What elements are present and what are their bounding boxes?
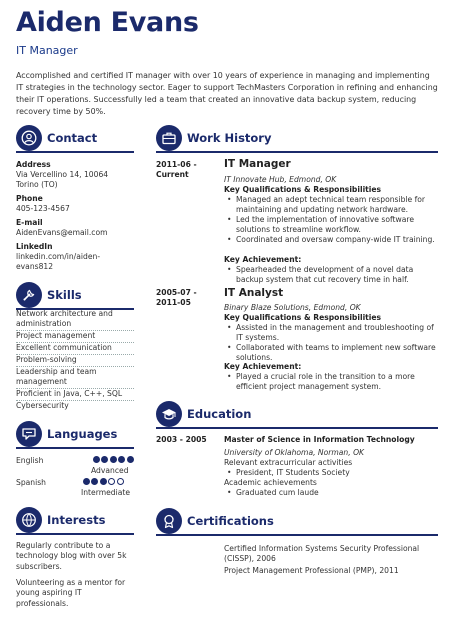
job-title: IT Analyst	[224, 287, 284, 299]
job-company: Binary Blaze Solutions, Edmond, OK	[224, 303, 361, 312]
phone-value: 405-123-4567	[16, 204, 70, 213]
linkedin-link[interactable]: linkedin.com/in/aiden-evans812	[16, 252, 101, 272]
education-school: University of Oklahoma, Norman, OK	[224, 448, 365, 457]
certification-item: Project Management Professional (PMP), 2011	[224, 566, 399, 575]
summary: Accomplished and certified IT manager with over 10 years of experience in managing and implementing IT strategies in the technology sector. Eager to support TechMasters Corporation in refining and enhancing their IT operations. Successfully led a team that created an innovative data backup system, reducing recovery time by 50%.	[16, 71, 438, 117]
languages-icon	[16, 421, 42, 447]
education-degree: Master of Science in Information Technology	[224, 435, 415, 444]
language-name: Spanish	[16, 478, 46, 487]
rating-dot-filled	[100, 478, 107, 485]
job-company: IT Innovate Hub, Edmond, OK	[224, 175, 337, 184]
job-title: IT Manager	[224, 158, 291, 170]
rating-dot-filled	[83, 478, 90, 485]
certifications-heading: Certifications	[187, 514, 274, 528]
languages-divider	[16, 447, 134, 449]
language-rating	[81, 478, 124, 487]
skill-item: Leadership and team management	[16, 367, 97, 387]
address-value: Via Vercellino 14, 10064 Torino (TO)	[16, 170, 109, 190]
certification-item: Certified Information Systems Security Professional (CISSP), 2006	[224, 544, 420, 564]
education-divider	[156, 427, 438, 429]
job-title: IT Manager	[16, 44, 78, 57]
qualification-item: • Collaborated with teams to implement new software solutions.	[236, 343, 436, 363]
rating-dot-filled	[110, 456, 117, 463]
work-history-heading: Work History	[187, 131, 272, 145]
rating-dot-filled	[118, 456, 125, 463]
rating-dot-filled	[101, 456, 108, 463]
skill-item: Problem-solving	[16, 355, 77, 364]
language-level: Advanced	[91, 466, 129, 475]
education-dates: 2003 - 2005	[156, 435, 207, 444]
candidate-name: Aiden Evans	[16, 7, 199, 38]
certifications-icon	[156, 508, 182, 534]
achievement-label: Key Achievement:	[224, 362, 302, 371]
work-history-icon	[156, 125, 182, 151]
rating-dot-filled	[93, 456, 100, 463]
skill-item: Cybersecurity	[16, 401, 69, 410]
activities-label: Relevant extracurricular activities	[224, 458, 353, 467]
language-rating	[91, 456, 134, 465]
skill-item: Project management	[16, 331, 96, 340]
contact-heading: Contact	[47, 131, 98, 145]
qualification-item: • Coordinated and oversaw company-wide IT training.	[236, 235, 436, 245]
languages-heading: Languages	[47, 427, 118, 441]
rating-dot-empty	[108, 478, 115, 485]
linkedin-label: LinkedIn	[16, 242, 53, 251]
email-link[interactable]: AidenEvans@email.com	[16, 228, 108, 237]
rating-dot-filled	[91, 478, 98, 485]
interest-item: Regularly contribute to a technology blog with over 5k subscribers.	[16, 541, 127, 571]
activity-item: • President, IT Students Society	[236, 468, 436, 478]
academic-achievements-label: Academic achievements	[224, 478, 317, 487]
achievement-label: Key Achievement:	[224, 255, 302, 264]
qualifications-label: Key Qualifications & Responsibilities	[224, 313, 382, 322]
interests-divider	[16, 533, 134, 535]
education-heading: Education	[187, 407, 252, 421]
skills-icon	[16, 282, 42, 308]
qualification-item: • Managed an adept technical team responsible for maintaining and updating network hardware.	[236, 195, 436, 215]
address-label: Address	[16, 160, 51, 169]
skills-heading: Skills	[47, 288, 82, 302]
achievement-item: • Spearheaded the development of a novel data backup system that cut recovery time in half.	[236, 265, 436, 285]
interests-icon	[16, 507, 42, 533]
rating-dot-empty	[117, 478, 124, 485]
contact-icon	[16, 125, 42, 151]
skill-item: Network architecture and administration	[16, 309, 113, 329]
phone-label: Phone	[16, 194, 43, 203]
job-dates: 2011-06 - Current	[156, 160, 197, 179]
work-history-divider	[156, 151, 438, 153]
achievement-item: • Played a crucial role in the transition to a more efficient project management system.	[236, 372, 436, 392]
education-icon	[156, 401, 182, 427]
rating-dot-filled	[127, 456, 134, 463]
language-name: English	[16, 456, 44, 465]
email-label: E-mail	[16, 218, 43, 227]
contact-divider	[16, 151, 134, 153]
qualifications-label: Key Qualifications & Responsibilities	[224, 185, 382, 194]
academic-achievement-item: • Graduated cum laude	[236, 488, 436, 498]
skill-item: Proficient in Java, C++, SQL	[16, 389, 123, 398]
skill-item: Excellent communication	[16, 343, 112, 352]
certifications-divider	[156, 534, 438, 536]
language-level: Intermediate	[81, 488, 130, 497]
qualification-item: • Assisted in the management and troubleshooting of IT systems.	[236, 323, 436, 343]
qualification-item: • Led the implementation of innovative software solutions to streamline workflow.	[236, 215, 436, 235]
interests-heading: Interests	[47, 513, 106, 527]
interest-item: Volunteering as a mentor for young aspiring IT professionals.	[16, 578, 126, 608]
job-dates: 2005-07 - 2011-05	[156, 288, 197, 307]
